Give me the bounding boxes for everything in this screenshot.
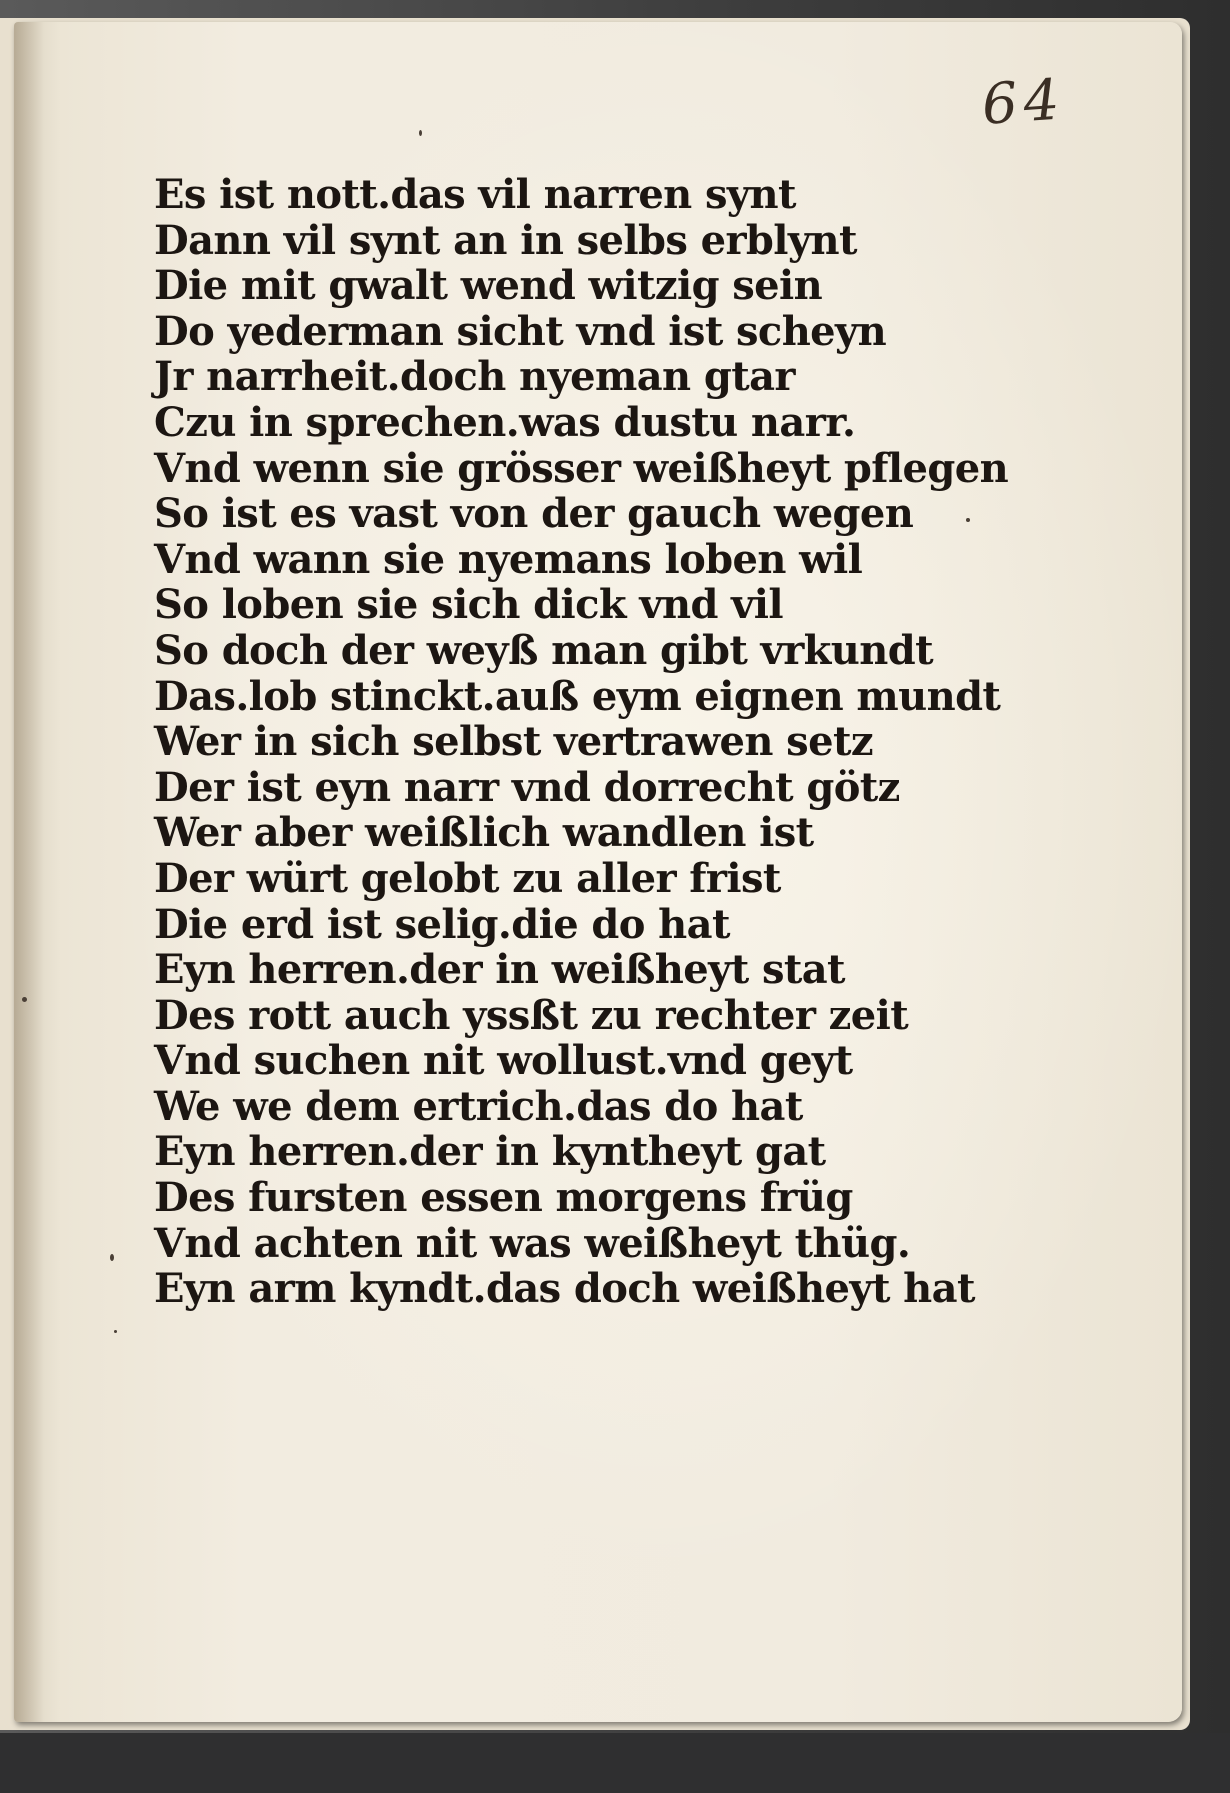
verse-line: Die mit gwalt wend witzig sein <box>154 262 823 310</box>
verse-line: Vnd achten nit was weißheyt thüg. <box>154 1219 911 1267</box>
verse-line: So doch der weyß man gibt vrkundt <box>154 626 933 674</box>
verse-line: So ist es vast von der gauch wegen <box>154 490 914 538</box>
verse-line: Es ist nott.das vil narren synt <box>154 171 796 218</box>
verse-line: Wer aber weißlich wandlen ist <box>154 809 814 857</box>
ink-speck <box>966 518 970 522</box>
verse-line: Die erd ist selig.die do hat <box>154 900 730 948</box>
verse-line: Des rott auch yssßt zu rechter zeit <box>154 991 909 1039</box>
verse-line: Eyn herren.der in kyntheyt gat <box>154 1128 826 1176</box>
verse-line: So loben sie sich dick vnd vil <box>154 581 783 629</box>
book-page <box>14 22 1182 1722</box>
verse-line: Do yederman sicht vnd ist scheyn <box>154 307 887 355</box>
verse-line: Vnd wenn sie grösser weißheyt pflegen <box>154 444 1009 492</box>
verse-line: Das.lob stinckt.auß eym eignen mundt <box>154 672 1001 720</box>
ink-speck <box>110 1254 114 1261</box>
verse-text-block <box>154 171 1009 1313</box>
verse-line: Jr narrheit.doch nyeman gtar <box>154 353 795 401</box>
folio-number: 64 <box>979 67 1068 138</box>
verse-line: Eyn herren.der in weißheyt stat <box>154 946 845 994</box>
verse-line: Czu in sprechen.was dustu narr. <box>154 398 856 446</box>
verse-line: Vnd suchen nit wollust.vnd geyt <box>154 1037 853 1085</box>
verse-line: We we dem ertrich.das do hat <box>154 1082 803 1130</box>
verse-line: Des fursten essen morgens früg <box>154 1174 853 1222</box>
verse-line: Dann vil synt an in selbs erblynt <box>154 216 857 264</box>
ink-speck <box>114 1330 117 1333</box>
verse-line: Eyn arm kyndt.das doch weißheyt hat <box>154 1265 975 1313</box>
verse-line: Wer in sich selbst vertrawen setz <box>154 718 873 766</box>
verse-line: Der würt gelobt zu aller frist <box>154 854 781 902</box>
ink-speck <box>419 130 422 136</box>
page-gutter-shadow <box>14 22 44 1722</box>
ink-speck <box>22 997 27 1002</box>
scan-background <box>0 1733 1230 1793</box>
verse-line: Vnd wann sie nyemans loben wil <box>154 535 863 583</box>
verse-line: Der ist eyn narr vnd dorrecht götz <box>154 763 900 811</box>
